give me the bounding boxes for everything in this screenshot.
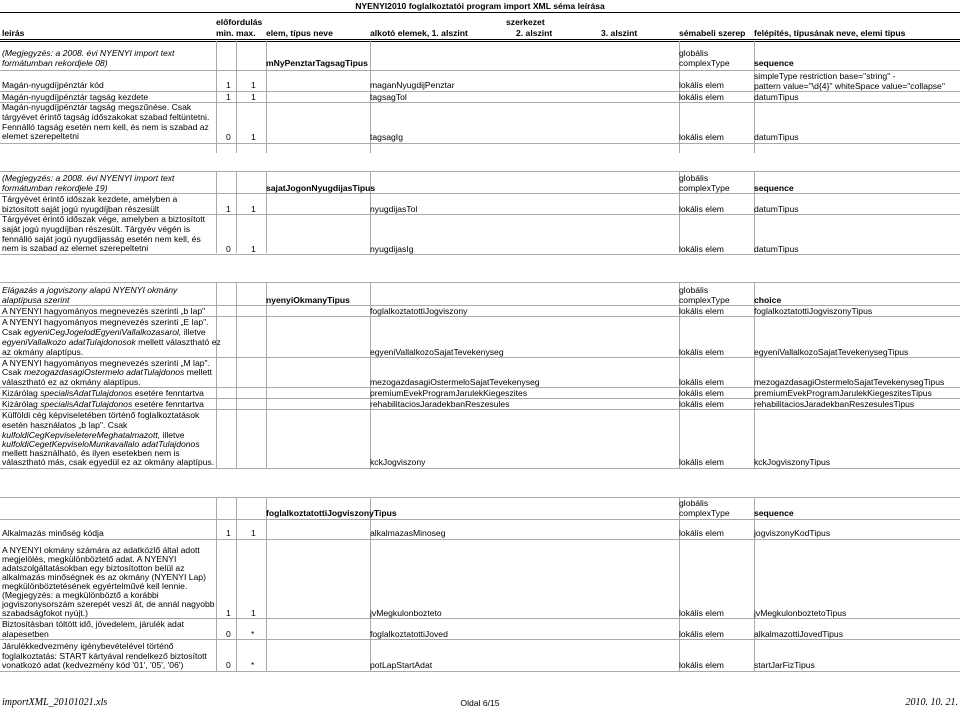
role-local: lokális elem <box>679 80 724 90</box>
structure-type: datumTipus <box>754 132 799 142</box>
element-name: mezogazdasagiOstermeloSajatTevekenyseg <box>370 377 540 387</box>
structure-type: mezogazdasagiOstermeloSajatTevekenysegTipus <box>754 377 945 387</box>
role-complextype: complexType <box>679 183 730 193</box>
element-name: premiumEvekProgramJarulekKiegeszites <box>370 388 528 398</box>
max-value: 1 <box>251 244 256 254</box>
max-value: 1 <box>251 132 256 142</box>
type-name: mNyPenztarTagsagTipus <box>266 58 368 68</box>
col-elem-nev: elem, típus neve <box>266 28 333 38</box>
structure-type: rehabilitaciosJaradekbanReszesulesTipus <box>754 399 915 409</box>
role-complextype: complexType <box>679 508 730 518</box>
max-value: * <box>251 660 255 670</box>
max-value: 1 <box>251 80 256 90</box>
desc-line: A NYENYI okmány számára az adatközlő által adott <box>2 545 200 555</box>
element-name: jvMegkulonbozteto <box>370 608 442 618</box>
min-value: 0 <box>226 244 231 254</box>
row-desc: Magán-nyugdíjpénztár tagság megszűnése. Csak tárgyévet érintő tagság időszakokat szabad feltüntetni. Fennálló tagság esetén nem kell, és nem is szabad az elemet szerepeltetni <box>2 102 210 142</box>
footer-date: 2010. 10. 21. <box>905 697 958 708</box>
element-name: tagsagTol <box>370 92 407 102</box>
col-min: min. <box>216 28 234 38</box>
row-desc: Magán-nyugdíjpénztár tagság kezdete <box>2 92 149 102</box>
max-value: 1 <box>251 92 256 102</box>
col-felepites: felépítés, típusának neve, elemi típus <box>754 28 906 38</box>
desc-text: mellett választható ez <box>135 337 221 347</box>
row-desc <box>2 399 204 409</box>
element-name: nyugdijasIg <box>370 244 414 254</box>
structure-type: alkalmazottiJovedTipus <box>754 629 844 639</box>
desc-line: az okmány alaptípus. <box>2 347 84 357</box>
role-local: lokális elem <box>679 608 724 618</box>
role-complextype: complexType <box>679 58 730 68</box>
desc-text: esetére fenntartva <box>132 388 204 398</box>
structure-type: datumTipus <box>754 92 799 102</box>
footer-filename: importXML_20101021.xls <box>2 697 108 708</box>
col-alszint2: 2. alszint <box>516 28 553 38</box>
desc-line: alapesetben <box>2 629 49 639</box>
role-local: lokális elem <box>679 306 724 316</box>
structure-choice: choice <box>754 295 782 305</box>
desc-line: megkülönböztetésének egyértelművé kell lennie. <box>2 581 188 591</box>
desc-text: mellett <box>184 367 213 377</box>
desc-line: esetén használatos „b lap". Csak <box>2 420 128 430</box>
max-value: 1 <box>251 204 256 214</box>
min-value: 0 <box>226 132 231 142</box>
desc-line: Biztosításban töltött idő, jövedelem, járulék adat <box>2 619 185 629</box>
desc-text: Kizárólag <box>2 388 41 398</box>
desc-line: A NYENYI hagyományos megnevezés szerinti „E lap". <box>2 317 209 327</box>
desc-italic: mezogazdasagiOstermelo adatTulajdonos <box>23 367 185 377</box>
role-local: lokális elem <box>679 399 724 409</box>
element-name: foglalkoztatottiJogviszony <box>370 306 468 316</box>
desc-line: adatszolgáltatásokban egy biztosítotton belül az <box>2 563 185 573</box>
role-global: globális <box>679 173 709 183</box>
desc-text: Kizárólag <box>2 399 41 409</box>
desc-italic: egyeniCegJogelodEgyeniVallalkozasarol, <box>23 327 182 337</box>
type-name: foglalkoztatottiJogviszonyTipus <box>266 508 397 518</box>
role-complextype: complexType <box>679 295 730 305</box>
desc-line <box>2 337 221 347</box>
desc-line <box>2 327 206 337</box>
structure-type: datumTipus <box>754 204 799 214</box>
row-desc: Magán-nyugdíjpénztár kód <box>2 80 104 90</box>
desc-line: alkalmazás minőségnek és az okmány (NYENYI Lap) <box>2 572 206 582</box>
element-name: nyugdijasTol <box>370 204 418 214</box>
col-max: max. <box>236 28 256 38</box>
desc-italic: kulfoldiCegKepviseletereMeghatalmazott, <box>2 430 161 440</box>
element-name: egyeniVallalkozoSajatTevekenyseg <box>370 347 504 357</box>
type-name: sajatJogonNyugdijasTipus <box>266 183 376 193</box>
min-value: 1 <box>226 528 231 538</box>
role-local: lokális elem <box>679 132 724 142</box>
footer-page-number: Oldal 6/15 <box>460 698 500 708</box>
role-local: lokális elem <box>679 347 724 357</box>
desc-line: választható ez az okmány alaptípus. <box>2 377 141 387</box>
row-desc: Elágazás a jogviszony alapú NYENYI okmány alaptípusa szerint <box>2 285 178 305</box>
element-name: rehabilitaciosJaradekbanReszesules <box>370 399 510 409</box>
max-value: 1 <box>251 608 256 618</box>
element-name: potLapStartAdat <box>370 660 433 670</box>
row-desc: Tárgyévet érintő időszak kezdete, amelyben a biztosított saját jogú nyugdíjban részesült <box>2 194 178 214</box>
structure-line-1: simpleType restriction base="string" - <box>754 71 896 81</box>
desc-line: (Megjegyzés: a megkülönböztő a korábbi <box>2 590 159 600</box>
structure-type: datumTipus <box>754 244 799 254</box>
min-value: 1 <box>226 204 231 214</box>
min-value: 1 <box>226 608 231 618</box>
structure-type: jogviszonyKodTipus <box>754 528 831 538</box>
element-name: maganNyugdijPenztar <box>370 80 455 90</box>
min-value: 0 <box>226 629 231 639</box>
structure-sequence: sequence <box>754 58 794 68</box>
role-local: lokális elem <box>679 92 724 102</box>
desc-text: Csak <box>2 327 24 337</box>
element-name: kckJogviszony <box>370 457 426 467</box>
desc-line: Külföldi cég képviseletében történő foglalkoztatások <box>2 410 200 420</box>
row-desc: Tárgyévet érintő időszak vége, amelyben a biztosított saját jogú nyugdíjban részesült. Tárgyév végén is fennálló saját jogú nyugdíjasság esetén nem kell, és nem is szabad az elemet szerepeltetni <box>2 214 206 254</box>
element-name: tagsagIg <box>370 132 403 142</box>
desc-italic: egyeniVallalkozo adatTulajdonosok <box>2 337 136 347</box>
role-global: globális <box>679 48 709 58</box>
role-local: lokális elem <box>679 204 724 214</box>
row-desc: (Megjegyzés: a 2008. évi NYENYI import text formátumban rekordjele 19) <box>2 173 175 193</box>
desc-italic: specialisAdatTulajdonos <box>40 399 133 409</box>
row-desc: (Megjegyzés: a 2008. évi NYENYI import text formátumban rekordjele 08) <box>2 48 175 68</box>
role-local: lokális elem <box>679 660 724 670</box>
structure-type: kckJogviszonyTipus <box>754 457 831 467</box>
structure-sequence: sequence <box>754 183 794 193</box>
role-local: lokális elem <box>679 244 724 254</box>
col-alszint3: 3. alszint <box>601 28 638 38</box>
desc-line <box>2 367 212 377</box>
element-name: foglalkoztatottiJoved <box>370 629 448 639</box>
max-value: 1 <box>251 528 256 538</box>
desc-line: mellett használható, és ilyen esetekben nem is <box>2 448 180 458</box>
row-desc <box>2 388 204 398</box>
desc-text: illetve <box>181 327 206 337</box>
structure-type: startJarFizTipus <box>754 660 815 670</box>
min-value: 0 <box>226 660 231 670</box>
min-value: 1 <box>226 80 231 90</box>
header-szerkezet: szerkezet <box>506 17 545 27</box>
desc-line: kulfoldiCegetKepviseloMunkavallalo adatTulajdonos <box>2 439 200 449</box>
element-name: alkalmazasMinoseg <box>370 528 446 538</box>
structure-sequence: sequence <box>754 508 794 518</box>
page-title: NYENYI2010 foglalkoztatói program import XML séma leírása <box>355 1 605 11</box>
structure-type: foglalkoztatottiJogviszonyTipus <box>754 306 873 316</box>
structure-type: jvMegkulonboztetoTipus <box>754 608 847 618</box>
desc-line: foglalkoztatás: START kártyával rendelkező biztosított <box>2 651 207 661</box>
structure-line-2: pattern value="\d{4}" whiteSpace value="collapse" <box>754 81 945 91</box>
desc-line: vonatkozó adat (kedvezmény kód '01', '05', '06') <box>2 660 184 670</box>
row-desc: A NYENYI hagyományos megnevezés szerinti „b lap" <box>2 306 206 316</box>
desc-text: esetére fenntartva <box>132 399 204 409</box>
desc-text: Csak <box>2 367 24 377</box>
desc-line: A NYENYI hagyományos megnevezés szerinti „M lap". <box>2 358 210 368</box>
role-local: lokális elem <box>679 629 724 639</box>
role-global: globális <box>679 285 709 295</box>
role-local: lokális elem <box>679 388 724 398</box>
desc-text: illetve <box>160 430 185 440</box>
structure-type: egyeniVallalkozoSajatTevekenysegTipus <box>754 347 909 357</box>
col-alszint1: alkotó elemek, 1. alszint <box>370 28 468 38</box>
role-local: lokális elem <box>679 377 724 387</box>
desc-line: Járulékkedvezmény igénybevételével történő <box>2 641 174 651</box>
min-value: 1 <box>226 92 231 102</box>
row-desc: Alkalmazás minőség kódja <box>2 528 104 538</box>
structure-type: premiumEvekProgramJarulekKiegeszitesTipus <box>754 388 932 398</box>
col-szerep: sémabeli szerep <box>679 28 746 38</box>
type-name: nyenyiOkmanyTipus <box>266 295 350 305</box>
max-value: * <box>251 629 255 639</box>
desc-line: jogviszonysorszám szerepét veszi át, de annál nagyobb <box>2 599 215 609</box>
role-local: lokális elem <box>679 457 724 467</box>
desc-line: szabadságfokot nyújt.) <box>2 608 88 618</box>
desc-line: választható más, csak egyedül ez az okmány alaptípus. <box>2 457 215 467</box>
role-global: globális <box>679 498 709 508</box>
desc-line: megjelölés, megkülönböztető adat. A NYENYI <box>2 554 177 564</box>
header-elofordulas: előfordulás <box>216 17 263 27</box>
role-local: lokális elem <box>679 528 724 538</box>
col-leiras: leírás <box>2 28 25 38</box>
desc-italic: specialisAdatTulajdonos <box>40 388 133 398</box>
